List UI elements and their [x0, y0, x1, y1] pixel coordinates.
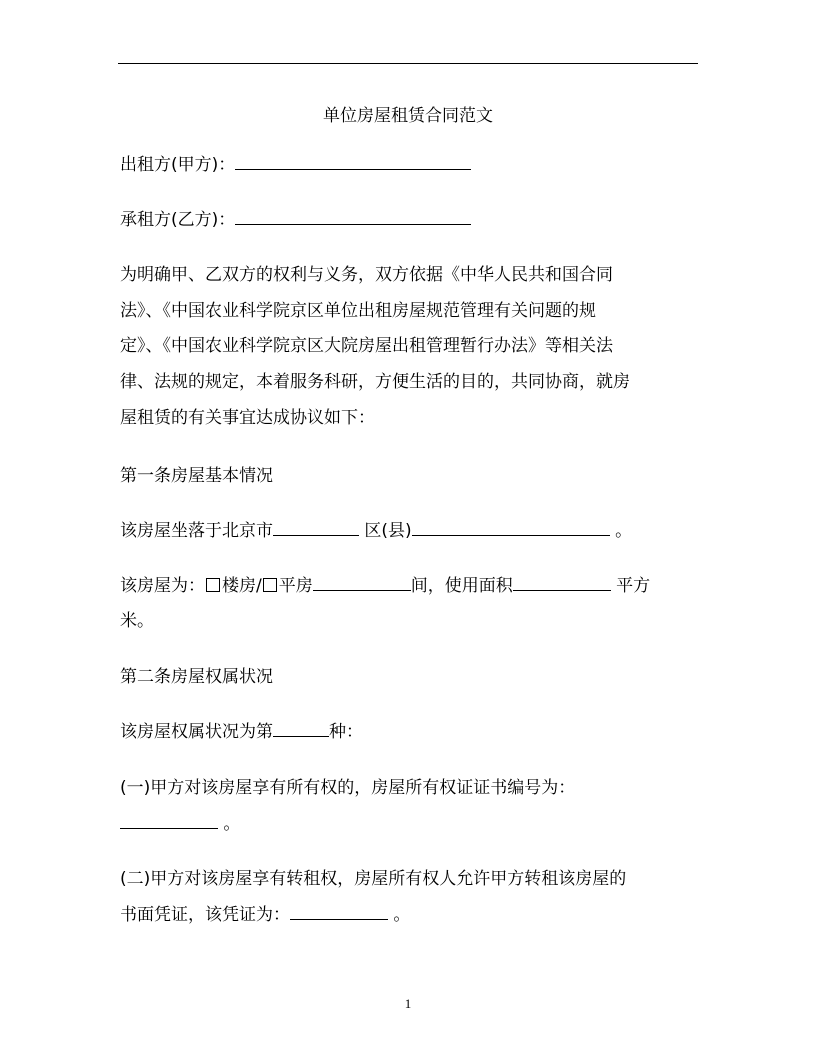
type-end: 平方 — [616, 576, 651, 596]
item1-line: (一)甲方对该房屋享有所有权的，房屋所有权证证书编号为： — [120, 778, 576, 798]
item2-line-2 — [120, 900, 410, 925]
city-district-blank[interactable] — [273, 519, 359, 536]
rooms-blank[interactable] — [313, 574, 411, 591]
preamble-line-3: 定》、《中国农业科学院京区大院房屋出租管理暂行办法》等相关法 — [120, 336, 613, 356]
item2-prefix: 书面凭证，该凭证为： — [120, 905, 290, 925]
ownership-type-blank[interactable] — [273, 720, 329, 737]
bungalow-checkbox[interactable] — [263, 578, 277, 592]
item1-answer-line — [120, 809, 240, 834]
page-number: 1 — [404, 996, 412, 1011]
type-line-cont: 米。 — [120, 611, 154, 631]
item1-end: 。 — [223, 814, 241, 834]
certificate-number-blank[interactable] — [120, 812, 218, 829]
lessee-line — [120, 205, 471, 230]
voucher-blank[interactable] — [290, 903, 388, 920]
type-opt2: 平房 — [278, 576, 313, 596]
lessor-label: 出租方(甲方)： — [120, 155, 236, 175]
area-blank[interactable] — [513, 574, 611, 591]
article2-heading: 第二条房屋权属状况 — [120, 667, 273, 687]
address-blank[interactable] — [412, 519, 610, 536]
location-prefix: 该房屋坐落于北京市 — [120, 521, 273, 541]
lessor-blank[interactable] — [235, 153, 471, 170]
preamble-line-5: 屋租赁的有关事宜达成协议如下： — [120, 408, 375, 428]
item2-line-1: (二)甲方对该房屋享有转租权，房屋所有权人允许甲方转租该房屋的 — [120, 869, 627, 889]
ownership-line — [120, 717, 363, 742]
lessee-label: 承租方(乙方)： — [120, 210, 236, 230]
article1-heading: 第一条房屋基本情况 — [120, 466, 273, 486]
location-end: 。 — [615, 521, 633, 541]
preamble-line-4: 律、法规的规定，本着服务科研，方便生活的目的，共同协商，就房 — [120, 372, 630, 392]
building-checkbox[interactable] — [206, 578, 220, 592]
header-rule — [118, 63, 698, 64]
preamble-line-2: 法》、《中国农业科学院京区单位出租房屋规范管理有关问题的规 — [120, 301, 596, 321]
document-title: 单位房屋租赁合同范文 — [323, 106, 493, 126]
item2-end: 。 — [393, 905, 411, 925]
ownership-prefix: 该房屋权属状况为第 — [120, 722, 273, 742]
type-mid: 间，使用面积 — [410, 576, 513, 596]
type-line — [120, 571, 650, 596]
location-mid: 区(县) — [364, 521, 412, 541]
type-prefix: 该房屋为： — [120, 576, 205, 596]
type-opt1: 楼房/ — [222, 576, 262, 596]
preamble-line-1: 为明确甲、乙双方的权利与义务，双方依据《中华人民共和国合同 — [120, 265, 613, 285]
location-line — [120, 516, 632, 541]
lessor-line — [120, 150, 471, 175]
ownership-end: 种： — [329, 722, 363, 742]
lessee-blank[interactable] — [235, 208, 471, 225]
